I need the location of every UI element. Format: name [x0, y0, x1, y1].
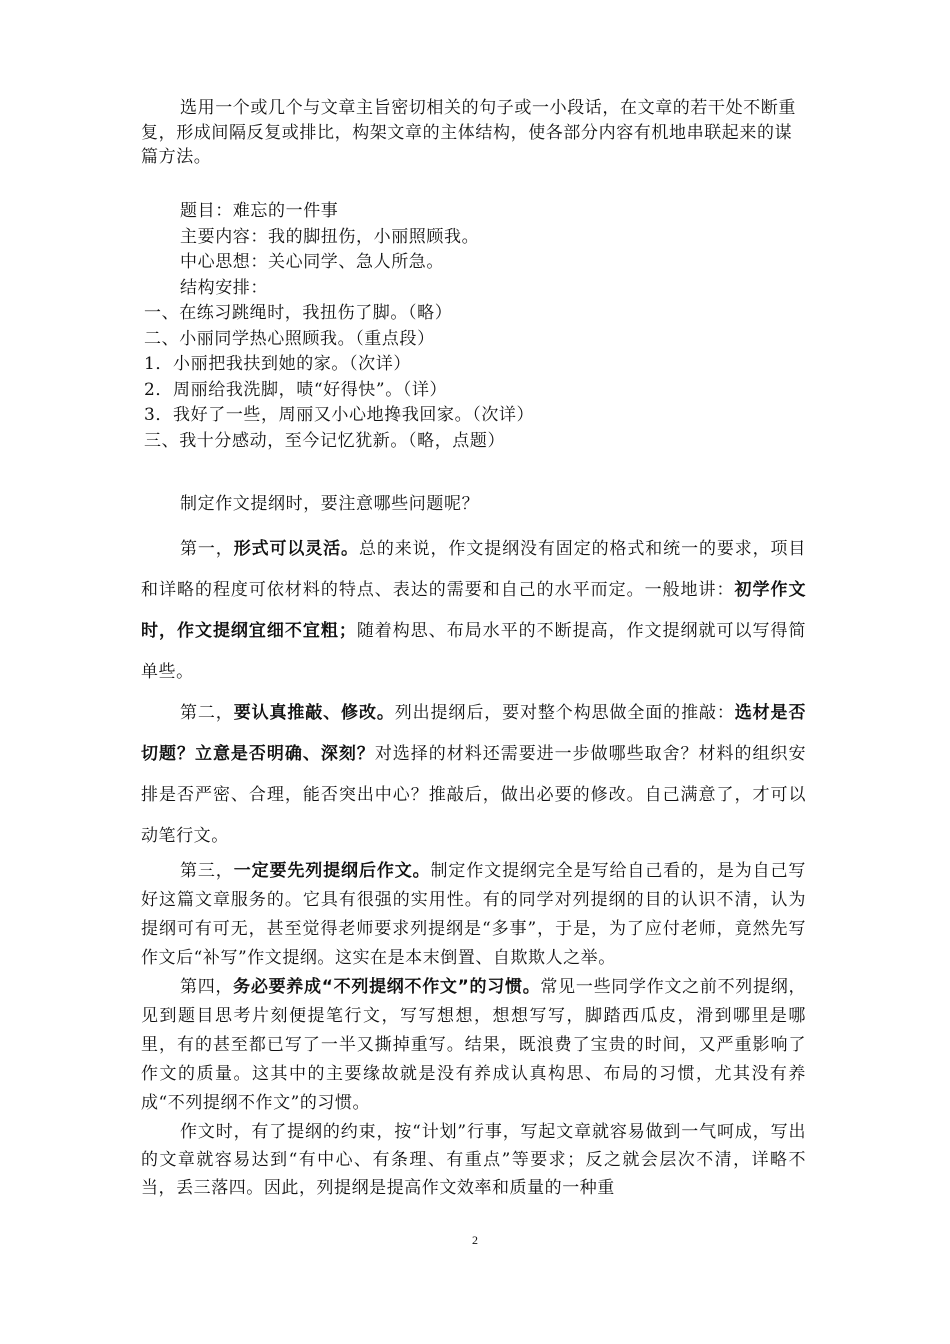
- point-emphasis: 选材是否切题？立意是否明确、深刻？: [141, 703, 807, 764]
- point-heading: 务必要养成“不列提纲不作文”的习惯。: [233, 977, 541, 997]
- page-number: 2: [472, 1233, 478, 1247]
- point-heading: 要认真推敲、修改。: [233, 703, 395, 723]
- outline-item: 二、小丽同学热心照顾我。（重点段）: [144, 328, 435, 349]
- outline-structure-label: 结构安排：: [180, 277, 268, 298]
- point-text: 对选择的材料还需要进一步做哪些取舍？材料的组织安排是否严密、合理，能否突出中心？推敲后，做出必要的修改。自己满意了，才可以动笔行文。: [141, 744, 807, 846]
- outline-item: 3．我好了一些，周丽又小心地搀我回家。（次详）: [144, 405, 535, 425]
- outline-tips-section: [141, 492, 806, 1202]
- point-emphasis: 初学作文时，作文提纲宜细不宜粗；: [141, 580, 807, 641]
- point-text: 常见一些同学作文之前不列提纲，见到题目思考片刻便提笔行文，写写想想，想想写写，脚踏西瓜皮，滑到哪里是哪里，有的甚至都已写了一半又撕掉重写。结果，既浪费了宝贵的时间，又严重影响了作文的质量。这其中的主要缘故就是没有养成认真构思、布局的习惯，尤其没有养成“不列提纲不作文”的习惯。: [141, 977, 807, 1113]
- point-lead: 第三，: [180, 861, 234, 881]
- point-heading: 一定要先列提纲后作文。: [233, 861, 431, 881]
- point-heading: 形式可以灵活。: [233, 539, 359, 559]
- point-paragraph-4: [141, 973, 806, 1118]
- point-lead: 第二，: [180, 703, 234, 723]
- point-text: 列出提纲后，要对整个构思做全面的推敲：: [394, 703, 735, 723]
- outline-item: 三、我十分感动，至今记忆犹新。（略，点题）: [144, 430, 506, 451]
- outline-item: 一、在练习跳绳时，我扭伤了脚。（略）: [144, 303, 453, 323]
- point-text: 随着构思、布局水平的不断提高，作文提纲就可以写得简单些。: [141, 621, 807, 682]
- outline-central-idea: 中心思想：关心同学、急人所急。: [180, 252, 444, 272]
- intro-paragraph: 选用一个或几个与文章主旨密切相关的句子或一小段话，在文章的若干处不断重复，形成间隔反复或排比，构架文章的主体结构，使各部分内容有机地串联起来的谋篇方法。: [141, 98, 796, 167]
- section-question: 制定作文提纲时，要注意哪些问题呢？: [180, 494, 480, 514]
- point-text: 制定作文提纲完全是写给自己看的，是为自己写好这篇文章服务的。它具有很强的实用性。有的同学对列提纲的目的认识不清，认为提纲可有可无，甚至觉得老师要求列提纲是“多事”，于是，为了应付老师，竟然先写作文后“补写”作文提纲。这实在是本末倒置、自欺欺人之举。: [141, 861, 806, 968]
- point-lead: 第四，: [180, 977, 234, 997]
- point-paragraph-3: [141, 857, 806, 973]
- outline-title: 题目：难忘的一件事: [180, 201, 339, 221]
- point-text: 总的来说，作文提纲没有固定的格式和统一的要求，项目和详略的程度可依材料的特点、表达的需要和自己的水平而定。一般地讲：: [141, 539, 806, 600]
- point-lead: 第一，: [180, 539, 234, 559]
- point-paragraph-1: [141, 529, 806, 693]
- outline-item: 1．小丽把我扶到她的家。（次详）: [144, 354, 411, 374]
- outline-item: 2．周丽给我洗脚，啧“好得快”。（详）: [144, 379, 448, 400]
- outline-main-content: 主要内容：我的脚扭伤，小丽照顾我。: [180, 226, 480, 247]
- point-paragraph-2: [141, 693, 806, 857]
- essay-outline-example: [144, 199, 804, 454]
- closing-paragraph: 作文时，有了提纲的约束，按“计划”行事，写起文章就容易做到一气呵成，写出的文章就容易达到“有中心、有条理、有重点”等要求；反之就会层次不清，详略不当，丢三落四。因此，列提纲是提高作文效率和质量的一种重: [141, 1122, 806, 1198]
